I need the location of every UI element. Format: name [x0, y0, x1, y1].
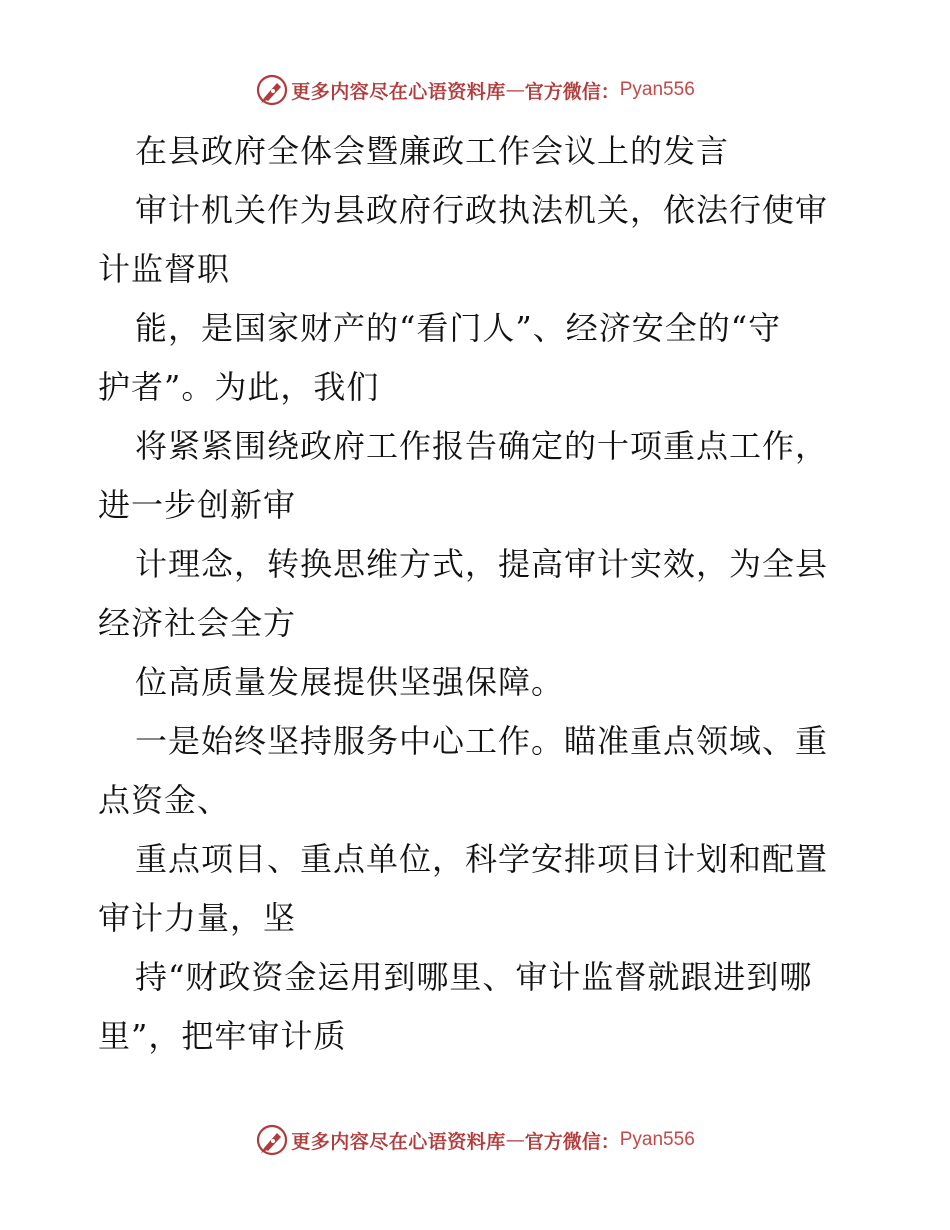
paragraph-line: 里”，把牢审计质: [98, 1017, 347, 1055]
footer-wechat-id: Pyan556: [619, 1129, 695, 1150]
paragraph-line: 计理念，转换思维方式，提高审计实效，为全县: [135, 545, 829, 583]
paragraph-line: 位高质量发展提供坚强保障。: [135, 663, 565, 701]
paragraph-line: 进一步创新审: [98, 486, 297, 524]
paragraph-line: 计监督职: [98, 250, 231, 288]
paragraph-line: 护者”。为此，我们: [98, 368, 380, 406]
paragraph-line: 审计机关作为县政府行政执法机关，依法行使审: [135, 191, 829, 229]
document-title: 在县政府全体会暨廉政工作会议上的发言: [135, 132, 730, 170]
paragraph-line: 重点项目、重点单位，科学安排项目计划和配置: [135, 840, 829, 878]
header-banner-separator: —: [505, 79, 525, 101]
header-banner-text: 更多内容尽在心语资料库: [291, 80, 506, 103]
footer-wechat-label: 官方微信：: [524, 1130, 620, 1153]
paragraph-line: 将紧紧围绕政府工作报告确定的十项重点工作，: [135, 427, 829, 465]
header-wechat-id: Pyan556: [619, 79, 695, 100]
page-header: [0, 72, 950, 108]
pen-nib-logo-icon: [255, 73, 289, 107]
footer-banner-separator: —: [505, 1129, 525, 1151]
paragraph-line: 持“财政资金运用到哪里、审计监督就跟进到哪: [135, 958, 813, 996]
footer-banner: [255, 1122, 695, 1158]
footer-banner-text: 更多内容尽在心语资料库: [291, 1130, 506, 1153]
paragraph-line: 审计力量，坚: [98, 899, 297, 937]
page-footer: [0, 1122, 950, 1158]
header-banner: [255, 72, 695, 108]
paragraph-line: 一是始终坚持服务中心工作。瞄准重点领域、重: [135, 722, 829, 760]
paragraph-line: 点资金、: [98, 781, 231, 819]
document-body: [98, 122, 858, 1066]
paragraph-line: 能，是国家财产的“看门人”、经济安全的“守: [135, 309, 782, 347]
pen-nib-logo-icon: [255, 1123, 289, 1157]
paragraph-line: 经济社会全方: [98, 604, 297, 642]
header-wechat-label: 官方微信：: [524, 80, 620, 103]
